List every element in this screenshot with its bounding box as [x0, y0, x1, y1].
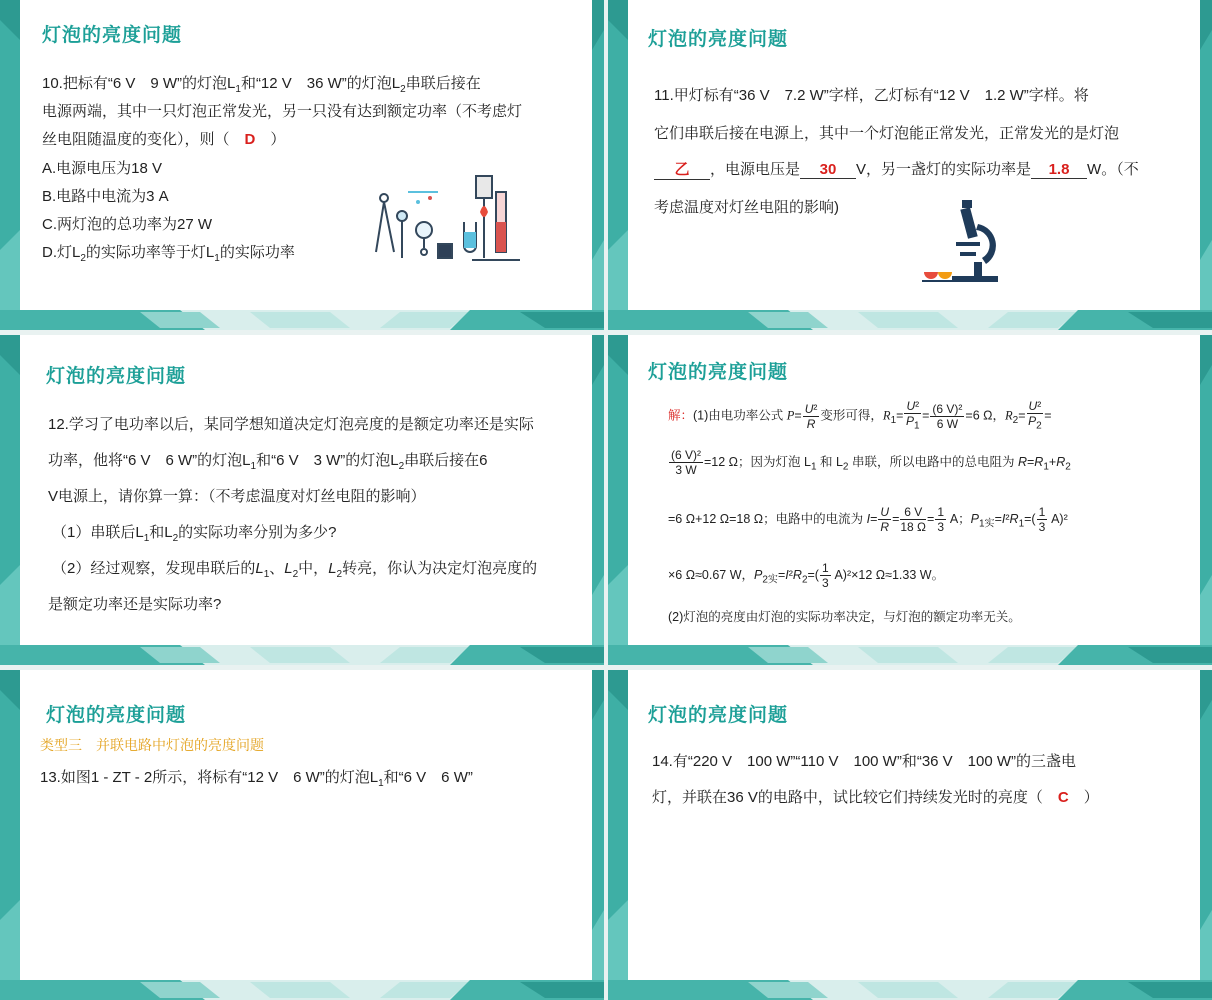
question-line-4: 是额定功率还是实际功率?	[48, 596, 222, 613]
slide-title: 灯泡的亮度问题	[648, 362, 789, 383]
solution-line-3: =6 Ω+12 Ω=18 Ω；电路中的电流为 I= $\frac{U}{R}$ = $\frac{6 V}{18 \Omega}$ = $\frac{1}{3}$ A；$P_{1实}=I^2R_1=$( $\frac{1}{3}$ A)²	[668, 505, 1068, 534]
question-line-2: 功率，他将“6 V 6 W”的灯泡$L_1$和“6 V 3 W”的灯泡$L_2$串联后接在6	[48, 452, 488, 472]
slide-title: 灯泡的亮度问题	[46, 366, 187, 387]
solution-line-2: $\frac{\text{(6 V)²}}{3 W}$ =12 Ω；因为灯泡 $L_1$ 和 $L_2$ 串联，所以电路中的总电阻为 $R=R_1+R_2$	[671, 448, 1071, 477]
solution-line-4: ×6 Ω≈0.67 W，$P_{2实}=I^2R_2=$( $\frac{1}{3}$ A)²×12 Ω≈1.33 W。	[668, 561, 945, 590]
answer-mark: D	[244, 131, 256, 148]
question-line-1: 13.如图1 - ZT - 2所示，将标有“12 V 6 W”的灯泡$L_1$和“6 V 6 W”	[40, 769, 473, 789]
slide-13	[0, 670, 604, 1000]
slide-title: 灯泡的亮度问题	[648, 29, 789, 50]
question-line-1: 11.甲灯标有“36 V 7.2 W”字样，乙灯标有“12 V 1.2 W”字样。将	[654, 87, 1089, 104]
sub-question-1: （1）串联后$L_1$和$L_2$的实际功率分别为多少?	[52, 524, 337, 544]
slide-11	[608, 0, 1212, 330]
question-line-3: V电源上，请你算一算：（不考虑温度对灯丝电阻的影响）	[48, 488, 426, 505]
slide-title: 灯泡的亮度问题	[42, 25, 183, 46]
slide-12-solution	[608, 335, 1212, 665]
answer-blank-1: 乙	[674, 161, 690, 178]
solution-line-5: (2)灯泡的亮度由灯泡的实际功率决定，与灯泡的额定功率无关。	[668, 610, 1021, 624]
microscope-illustration	[922, 198, 1012, 284]
option-c: C.两灯泡的总功率为27 W	[42, 216, 213, 233]
slide-10	[0, 0, 604, 330]
answer-blank-2: 30	[819, 161, 837, 178]
option-a: A.电源电压为18 V	[42, 160, 163, 177]
slide-12	[0, 335, 604, 665]
question-line-2: 灯，并联在36 V的电路中，试比较它们持续发光时的亮度（ C ）	[652, 789, 1099, 806]
option-d: D.灯$L_2$的实际功率等于灯$L_1$的实际功率	[42, 244, 295, 264]
question-line-1: 10.把标有“6 V 9 W”的灯泡$L_1$和“12 V 36 W”的灯泡$L_2$串联后接在	[42, 75, 481, 95]
solution-line-1: 解：(1)由电功率公式 P= $\frac{\text{U²}}{R}$ 变形可得，$R_1=$ $\frac{\text{U²}}{P_1}$ = $\frac{\text{(6 V)²}}{6 W}$ =6 Ω，$R_2=$ $\frac{\text{U²}}{P_2}$ =	[668, 399, 1052, 432]
question-line-3: 丝电阻随温度的变化），则（ D ）	[42, 131, 286, 148]
slide-title: 灯泡的亮度问题	[648, 705, 789, 726]
question-line-1: 14.有“220 V 100 W”“110 V 100 W”和“36 V 100 W”的三盏电	[652, 753, 1077, 770]
slide-14	[608, 670, 1212, 1000]
answer-blank-3: 1.8	[1048, 161, 1070, 178]
question-line-3: 乙 ，电源电压是 30 V，另一盏灯的实际功率是 1.8 W。（不	[654, 158, 1139, 180]
question-line-2: 它们串联后接在电源上，其中一个灯泡能正常发光，正常发光的是灯泡	[654, 125, 1120, 142]
answer-mark: C	[1057, 789, 1069, 806]
slide-title: 灯泡的亮度问题	[46, 705, 187, 726]
option-b: B.电路中电流为3 A	[42, 188, 169, 205]
question-line-1: 12.学习了电功率以后，某同学想知道决定灯泡亮度的是额定功率还是实际	[48, 416, 534, 433]
question-line-4: 考虑温度对灯丝电阻的影响)	[654, 199, 839, 216]
lab-equipment-illustration	[372, 172, 524, 264]
question-line-2: 电源两端，其中一只灯泡正常发光，另一只没有达到额定功率（不考虑灯	[42, 103, 523, 120]
sub-question-2: （2）经过观察，发现串联后的$L_1$、$L_2$中，$L_2$转亮，你认为决定灯泡亮度的	[52, 560, 538, 580]
type-label: 类型三 并联电路中灯泡的亮度问题	[40, 737, 264, 753]
